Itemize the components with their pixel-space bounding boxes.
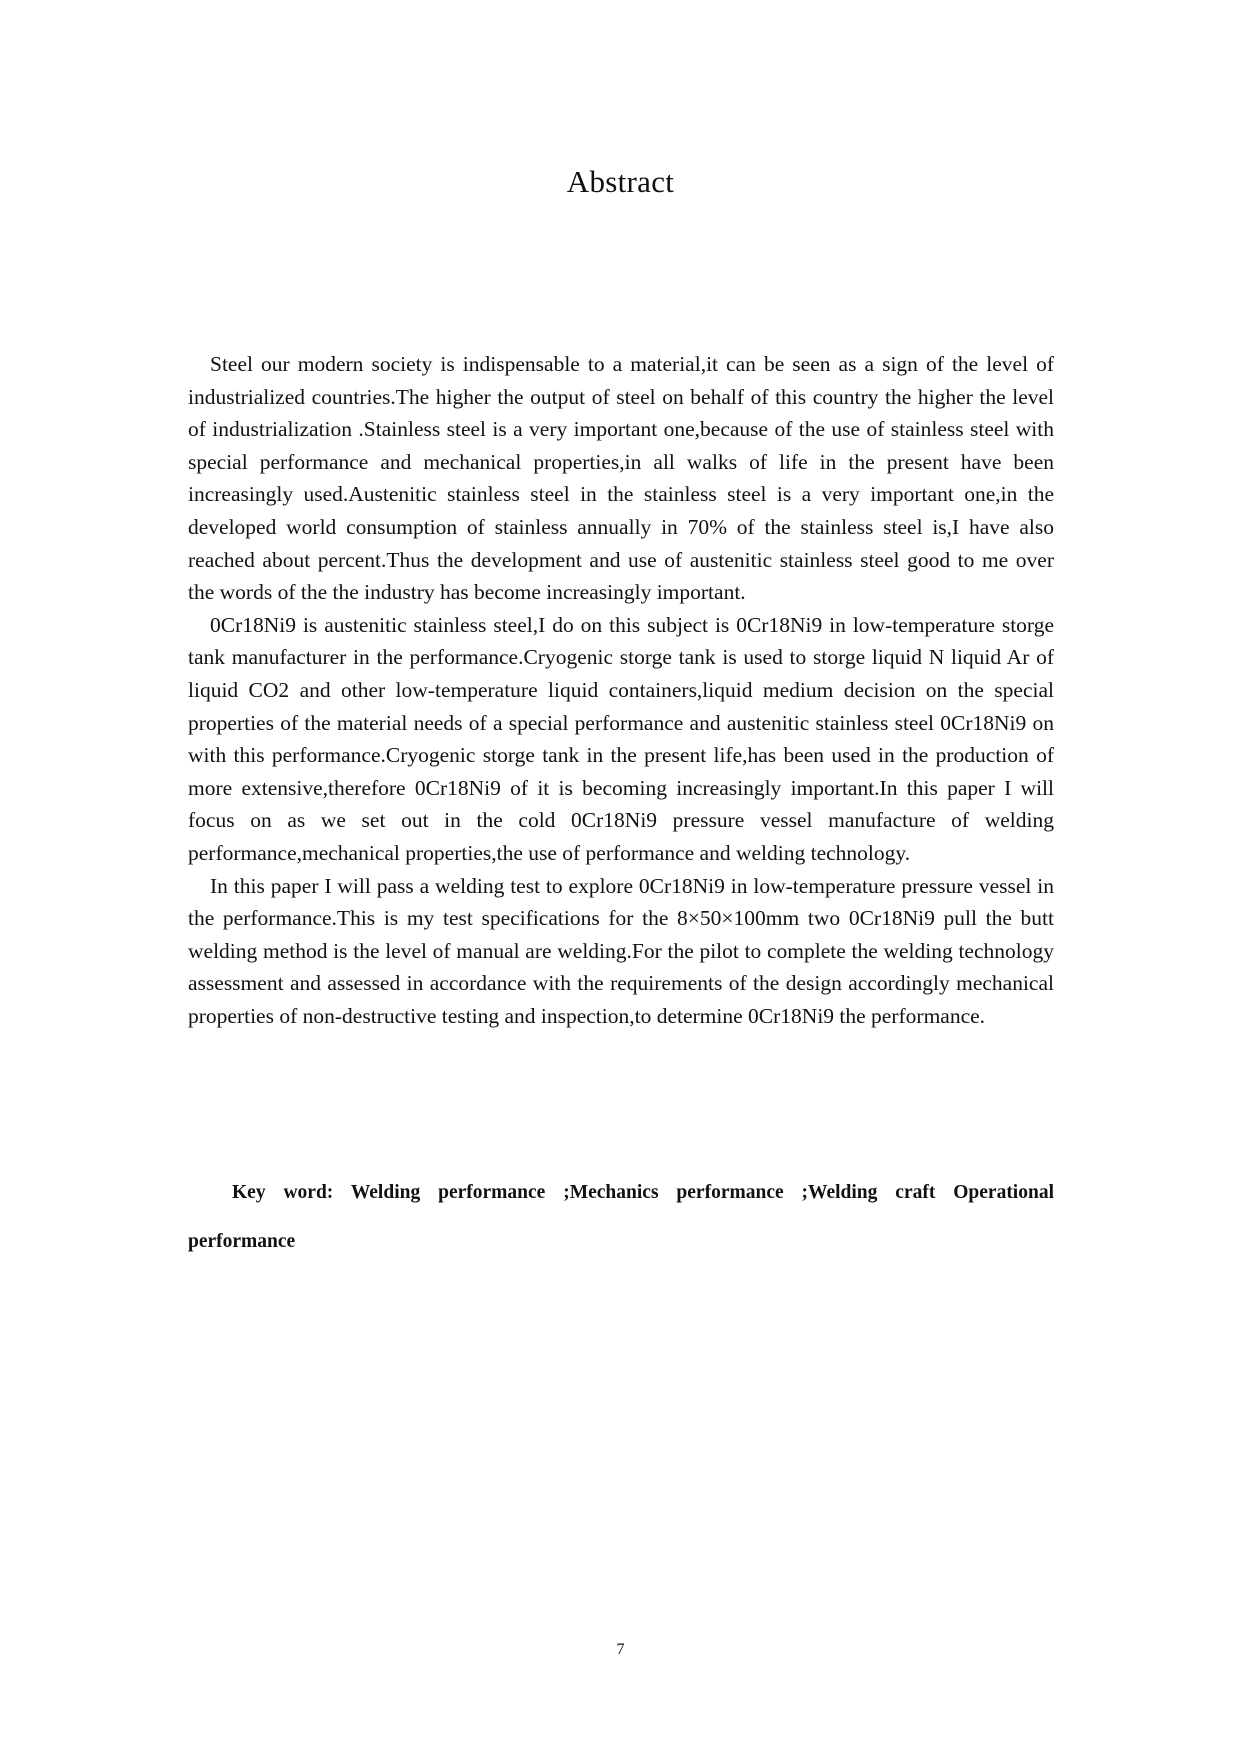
abstract-paragraph: In this paper I will pass a welding test to explore 0Cr18Ni9 in low-temperature pressure vessel in the performance.This is my test specifications for the 8×50×100mm two 0Cr18Ni9 pull the butt welding method is the level of manual are welding.For the pilot to complete the welding technology assessment and assessed in accordance with the requirements of the design accordingly mechanical properties of non-destructive testing and inspection,to determine 0Cr18Ni9 the performance.: [188, 873, 1054, 1028]
abstract-title: Abstract: [566, 164, 675, 199]
page-number: 7: [616, 1641, 625, 1658]
keywords-line: Key word: Welding performance ;Mechanics performance ;Welding craft Operational performance: [188, 1182, 1054, 1252]
abstract-paragraph: 0Cr18Ni9 is austenitic stainless steel,I do on this subject is 0Cr18Ni9 in low-temperature storge tank manufacturer in the performance.Cryogenic storge tank is used to storge liquid N liquid Ar of liquid CO2 and other low-temperature liquid containers,liquid medium decision on the special properties of the material needs of a special performance and austenitic stainless steel 0Cr18Ni9 on with this performance.Cryogenic storge tank in the present life,has been used in the production of more extensive,therefore 0Cr18Ni9 of it is becoming increasingly important.In this paper I will focus on as we set out in the cold 0Cr18Ni9 pressure vessel manufacture of welding performance,mechanical properties,the use of performance and welding technology.: [188, 612, 1054, 865]
abstract-paragraph: Steel our modern society is indispensable to a material,it can be seen as a sign of the level of industrialized countries.The higher the output of steel on behalf of this country the higher the level of industrialization .Stainless steel is a very important one,because of the use of stainless steel with special performance and mechanical properties,in all walks of life in the present have been increasingly used.Austenitic stainless steel in the stainless steel is a very important one,in the developed world consumption of stainless annually in 70% of the stainless steel is,I have also reached about percent.Thus the development and use of austenitic stainless steel good to me over the words of the the industry has become increasingly important.: [188, 352, 1054, 605]
abstract-body: [188, 348, 1054, 1032]
